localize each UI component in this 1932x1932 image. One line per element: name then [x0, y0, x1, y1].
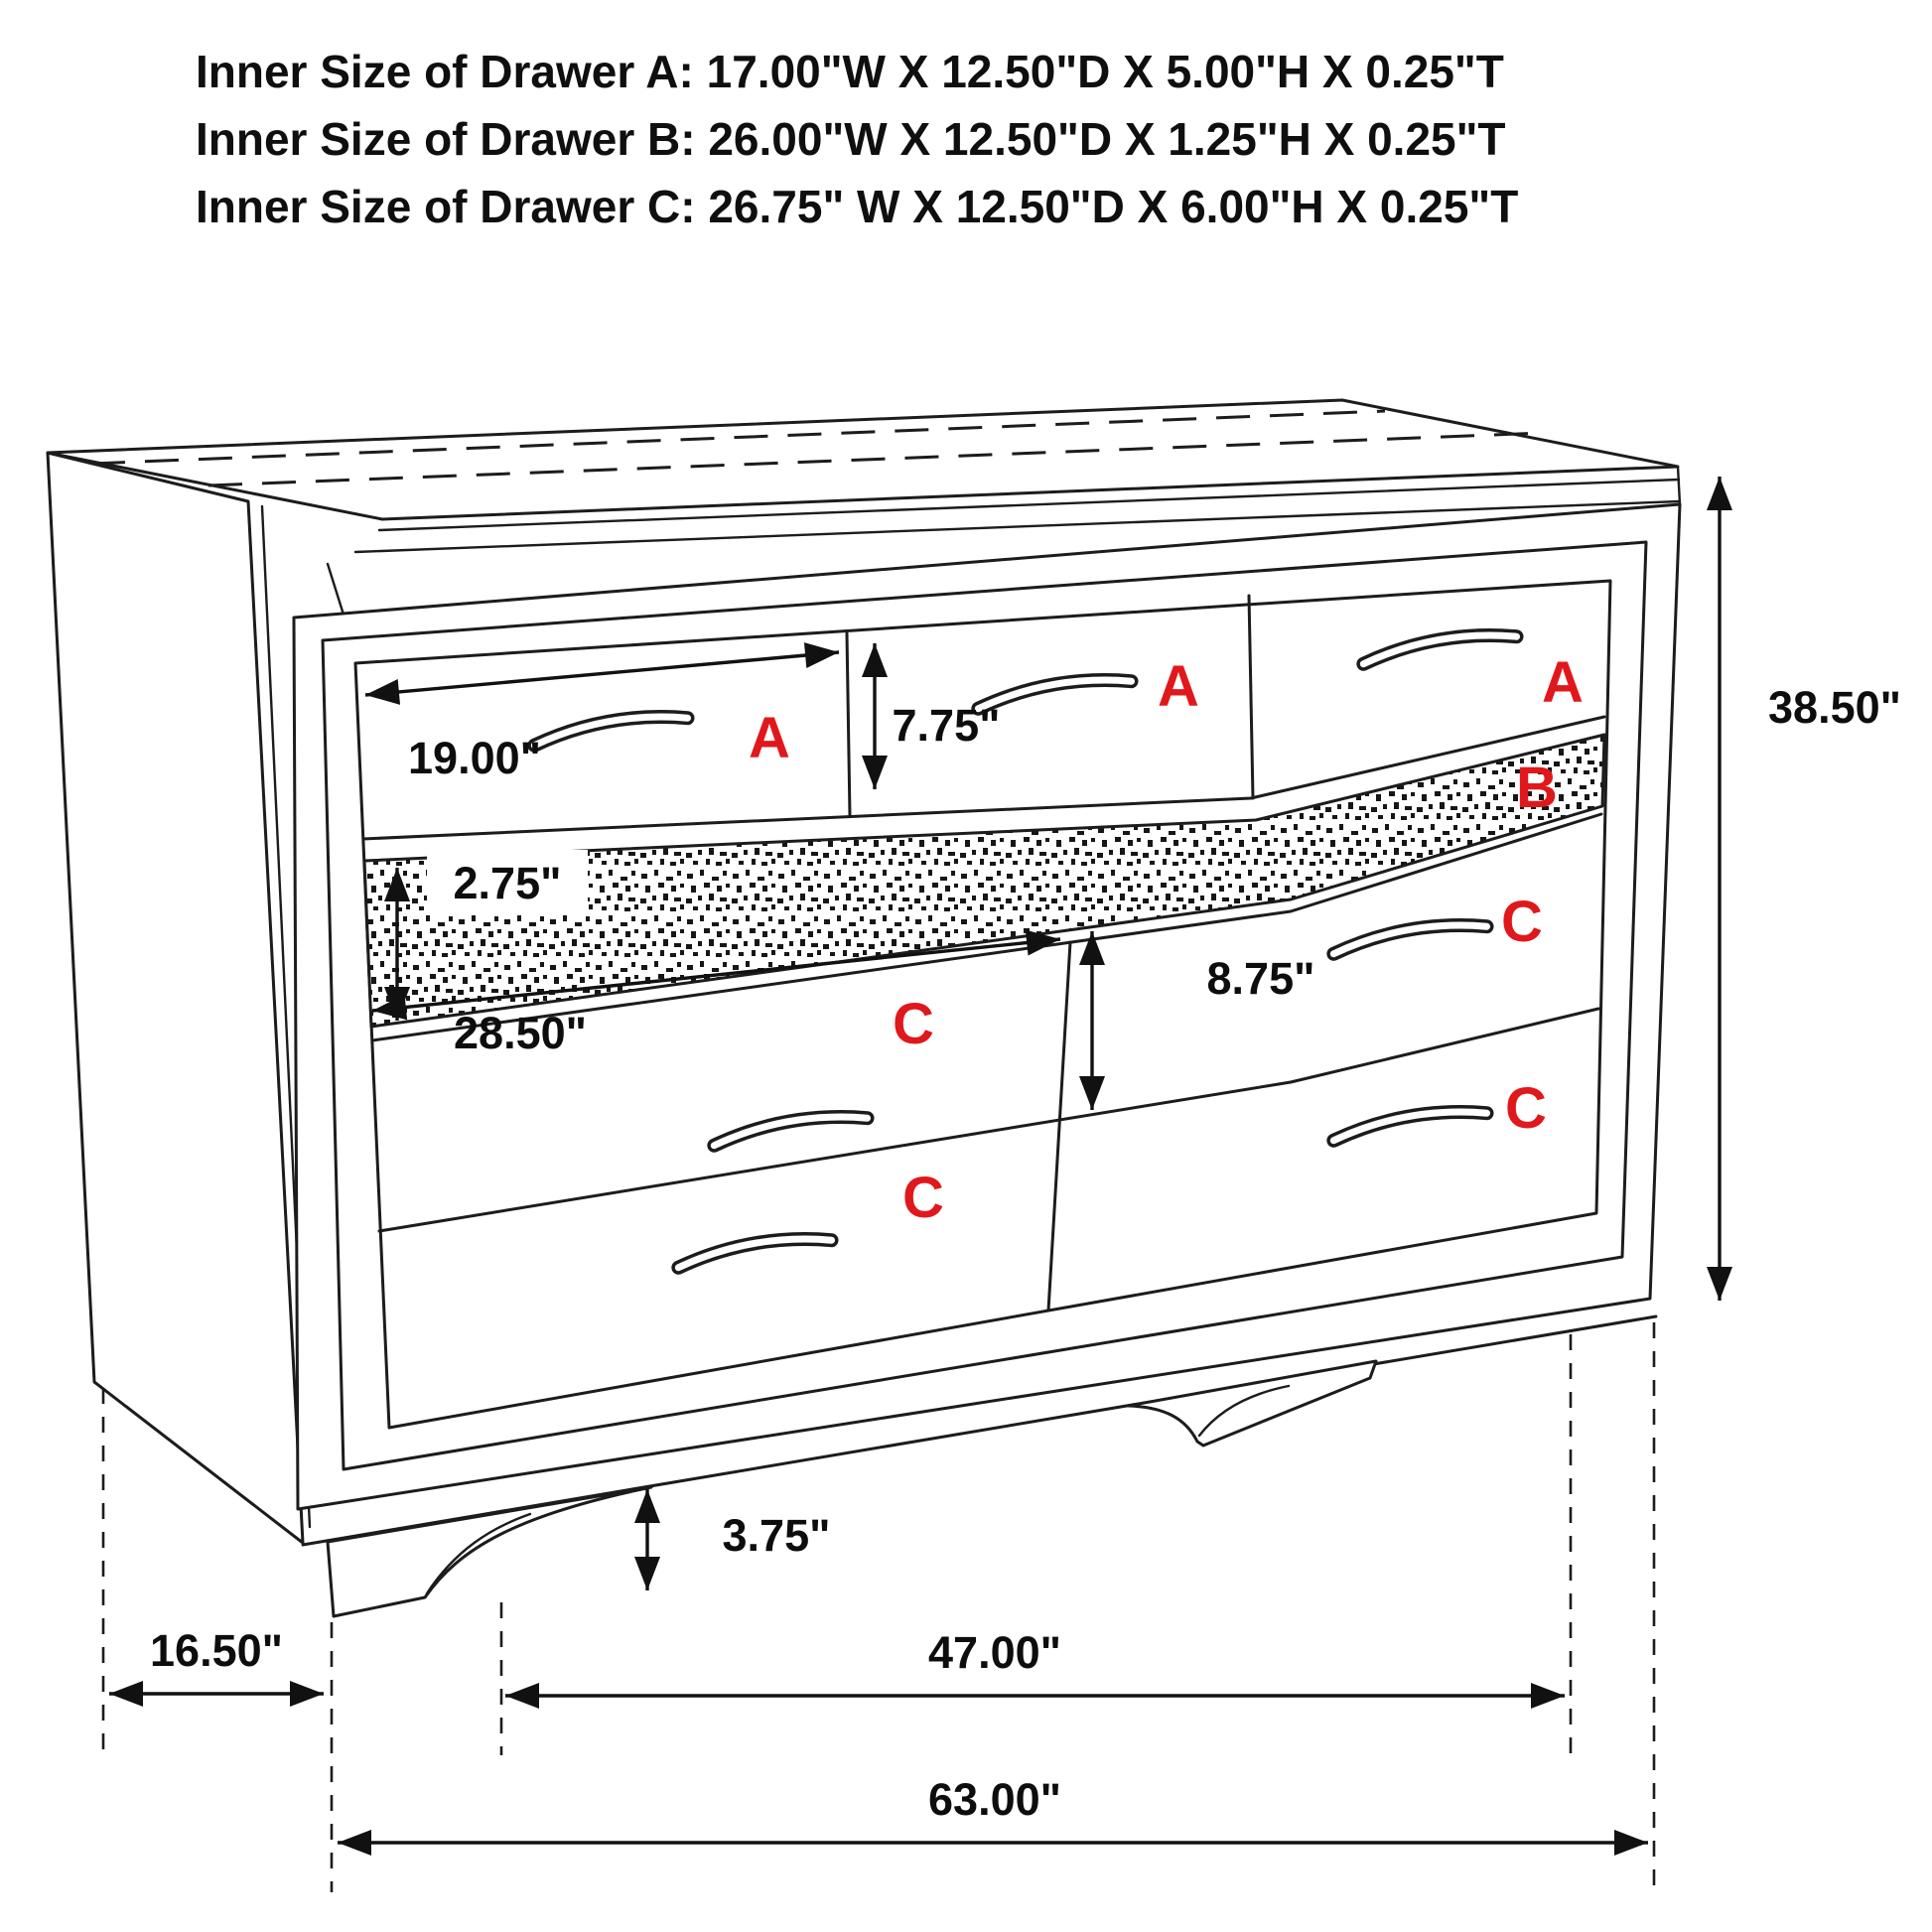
title-line-1: Inner Size of Drawer A: 17.00"W X 12.50"D X 5.00"H X 0.25"T	[196, 46, 1504, 97]
dim-label-total-height: 38.50"	[1768, 682, 1901, 733]
dresser-drawing	[48, 400, 1680, 1616]
top-panel	[48, 400, 1678, 519]
dim-label-foot-height: 3.75"	[722, 1510, 831, 1561]
left-foot	[328, 1487, 651, 1616]
drawer-a2-label: A	[1158, 654, 1199, 719]
dim-label-drawer-a-width: 19.00"	[408, 733, 541, 783]
dim-label-drawer-a-height: 7.75"	[892, 700, 1001, 751]
dim-label-side-depth: 16.50"	[150, 1625, 283, 1676]
title-block	[196, 46, 1518, 232]
title-line-3: Inner Size of Drawer C: 26.75" W X 12.50"D X 6.00"H X 0.25"T	[196, 181, 1519, 232]
drawer-a1-label: A	[749, 706, 790, 770]
dim-label-drawer-b-height: 2.75"	[453, 858, 562, 908]
drawer-c-right-bottom-label: C	[1505, 1076, 1547, 1141]
dim-label-total-width: 63.00"	[928, 1774, 1061, 1825]
title-line-2: Inner Size of Drawer B: 26.00"W X 12.50"D X 1.25"H X 0.25"T	[196, 113, 1506, 165]
drawer-c-left-bottom-label: C	[902, 1166, 944, 1230]
drawer-c-left-top-label: C	[893, 992, 934, 1056]
dim-label-drawer-c-height: 8.75"	[1206, 953, 1315, 1004]
drawer-a3-label: A	[1542, 650, 1584, 715]
drawer-b-label: B	[1516, 756, 1558, 820]
side-panel	[48, 453, 310, 1543]
drawer-c-right-top-label: C	[1501, 890, 1543, 954]
dim-label-drawer-c-width: 28.50"	[454, 1008, 587, 1058]
dim-label-leg-span: 47.00"	[928, 1627, 1061, 1678]
